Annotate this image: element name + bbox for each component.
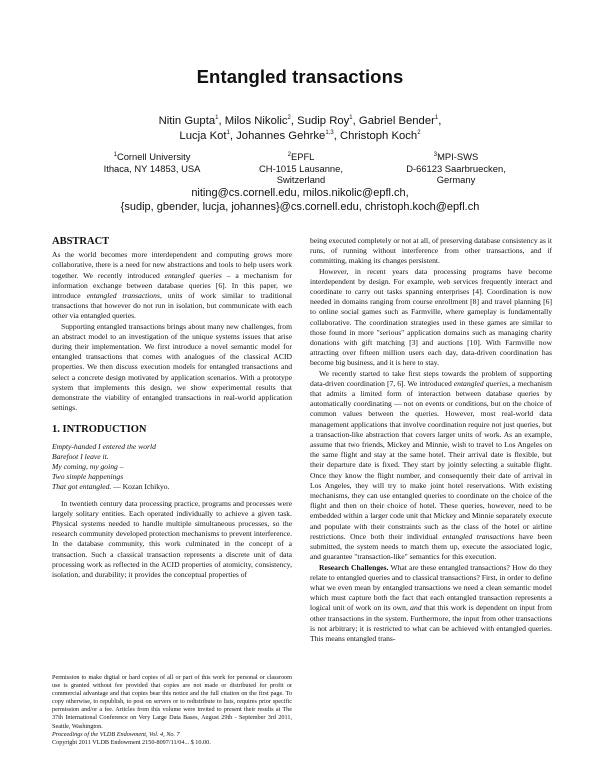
poem-line: Barefoot I leave it.: [52, 451, 109, 461]
abstract-heading: ABSTRACT: [52, 236, 110, 247]
abstract-paragraph-1: [52, 250, 292, 321]
author-list: [0, 114, 600, 144]
affiliation-2-country: Switzerland: [276, 174, 326, 186]
emphasized-text: entangled queries: [164, 270, 222, 280]
text-run: have been submitted, the system needs to match them up, execute the associated logic, and guarantee "transaction-like" semantics for this execution.: [310, 531, 552, 562]
affiliation-3-city: D-66123 Saarbruecken,: [406, 162, 506, 174]
research-challenges-lead: Research Challenges.: [319, 562, 389, 572]
affiliation-2-city: CH-1015 Lausanne,: [259, 162, 343, 174]
text-run: As the world becomes more interdependent and computing grows more collaborative, there is a need for new abstractions and tools to help users work together. We recently introduced: [52, 250, 292, 280]
text-run: that this work is dependent on input from other transactions in the system. Furthermore, the input from other transactions is not arbitrary; it is restricted to what can be achieved with entangled queries. This means entangled trans-: [310, 603, 552, 643]
permission-text: Permission to make digital or hard copies of all or part of this work for personal or classroom use is granted without fee provided that copies are not made or distributed for profit or commercial advantage and that copies bear this notice and the full citation on the first page. To copy otherwise, to republish, to post on servers or to redistribute to lists, requires prior specific permission and/or a fee. Articles from this volume were invited to present their results at The 37th International Conference on Very Large Data Bases, August 29th - September 3rd 2011, Seattle, Washington.: [52, 674, 292, 730]
affiliation-marker: 1,3: [325, 130, 334, 137]
copyright-line: Copyright 2011 VLDB Endowment 2150-8097/11/04... $ 10.00.: [52, 738, 211, 746]
left-column: [52, 237, 292, 580]
author-name: Christoph Koch: [339, 130, 418, 142]
author-separator: ,: [218, 115, 225, 127]
affiliation-3-country: Germany: [436, 174, 476, 186]
poem-line: Empty-handed I entered the world: [52, 441, 156, 451]
emphasized-text: entangled transactions: [86, 291, 160, 301]
affiliation-1-name: $^1$Cornell University: [113, 151, 191, 162]
author-emails: [0, 186, 600, 214]
author-name: Gabriel Bender: [358, 115, 435, 127]
affiliation-marker: 2: [417, 130, 421, 137]
introduction-paragraph-1: In twentieth century data processing practice, programs and processes were largely solitary entities. Each operated individually to achieve a given task. Physical systems needed to handle multiple simultaneous processes, so the research community developed protection mechanisms to prevent interference. In the database community, this work culminated in the concept of a transaction. Such a classical transaction represents a discrete unit of data processing work as reflected in the ACID properties of atomicity, consistency, isolation, and durability; it provides the conceptual properties of: [52, 498, 292, 580]
author-separator: ,: [229, 130, 237, 142]
emphasized-text: and: [410, 603, 422, 613]
author-name: Nitin Gupta: [158, 115, 216, 127]
proceedings-line: Proceedings of the VLDB Endowment, Vol. 4, No. 7: [52, 730, 180, 738]
text-run: , a mechanism that admits a limited form of interaction between database queries by automatically coordinating — not on events or conditions, but on the choice of common values between the queries. However, most real-world data management applications that involve coordination require not just queries, but a transaction-like abstraction that covers larger units of work. As an example, assume that two friends, Mickey and Minnie, wish to travel to Los Angeles on the same flight and stay at the same hotel. Their arrival date is flexible, but their departure date is fixed. They start by jointly selecting a suitable flight. Once they know the flight number, and consequently their date of arrival in Los Angeles, they will try to make joint hotel reservations. With existing mechanisms, they can use entangled queries to coordinate on the choice of the flight and then on their choice of hotel. These queries, however, need to be embedded within a larger code unit that Mickey and Minnie separately execute and populate with their constraints such as the class of the hotel or airline restrictions. Once both their individual: [310, 378, 552, 541]
author-name: Johannes Gehrke: [236, 130, 326, 142]
author-separator: ,: [438, 115, 442, 127]
body-paragraph: [310, 369, 552, 563]
affiliation-marker: 1: [349, 115, 353, 122]
right-column: [310, 236, 552, 644]
permission-notice: [52, 674, 292, 747]
poem-line: My coming, my going –: [52, 462, 124, 472]
emphasized-text: entangled transactions: [442, 531, 515, 541]
text-run: – a mechanism for information exchange between database queries [6]. In this paper, we introduce: [52, 270, 293, 301]
author-name: Lucja Kot: [179, 130, 227, 142]
affiliation-3-name: $^3$MPI-SWS: [433, 151, 479, 162]
author-name: Sudip Roy: [297, 115, 350, 127]
affiliation-marker: 1: [434, 115, 439, 122]
poem-line: Two simple happenings: [52, 472, 124, 482]
author-separator: ,: [290, 115, 298, 127]
affiliation-marker: 1: [215, 115, 219, 122]
author-line-1: [0, 114, 600, 129]
author-name: Milos Nikolic: [224, 115, 288, 127]
author-line-2: [0, 129, 600, 144]
affiliation-1: [92, 151, 212, 174]
author-separator: ,: [352, 115, 359, 127]
text-run: , units of work similar to traditional transactions that however do not run in isolation, but communicate with each other via entangled queries.: [52, 291, 292, 321]
affiliation-3: [396, 151, 516, 186]
abstract-paragraph-2: Supporting entangled transactions brings about many new challenges, from an abstract model to an investigation of the unique systems issues that arise during their implementation. We first introduce a novel semantic model for entangled transactions that comes with analogues of the classical ACID properties. We then discuss execution models for entangled transactions and select a concrete design motivated by application scenarios. With a prototype system that implements this design, we show experimental results that demonstrate the viability of entangled transactions in real-world application settings.: [52, 321, 292, 413]
text-run: We recently started to take first steps towards the problem of supporting data-driven coordination [7, 6]. We introduced: [310, 368, 552, 388]
poem-author: — Kozan Ichikyo.: [111, 482, 170, 492]
research-challenges-text: [310, 563, 552, 643]
affiliation-2-name: $^2$EPFL: [287, 151, 315, 162]
affiliation-1-address: Ithaca, NY 14853, USA: [103, 162, 201, 174]
email-line-2: {sudip, gbender, lucja, johannes}@cs.cornell.edu, christoph.koch@epfl.ch: [120, 201, 480, 213]
email-line-1: niting@cs.cornell.edu, milos.nikolic@epfl.ch,: [191, 187, 409, 199]
affiliation-marker: 2: [287, 115, 291, 122]
body-paragraph: However, in recent years data processing programs have become interdependent by design. For example, web services frequently interact and coordinate to carry out tasks spanning enterprises [4]. Coordination is now needed in domains ranging from course enrollment [8] and travel planning [6] to online social games such as Farmville, where gameplay is fundamentally collaborative. The coordination strategies used in these games are similar to those found in more "serious" application domains such as managing charity donations with gift matching [3] and auctions [10]. With Farmville now attracting over fifteen million users each day, data-driven coordination has become big business, and it is here to stay.: [310, 266, 552, 368]
introduction-heading: 1. INTRODUCTION: [52, 424, 147, 436]
affiliation-marker: 1: [226, 130, 230, 137]
affiliation-2: [236, 151, 366, 186]
epigraph-poem: [52, 442, 292, 493]
research-challenges-paragraph: [310, 563, 552, 645]
continued-paragraph: being executed completely or not at all, of preserving database consistency as it runs, of running without interference from other transactions, and if committing, making its changes persistent.: [310, 236, 552, 266]
emphasized-text: entangled queries: [453, 378, 509, 388]
text-run: What are these entangled transactions? How do they relate to entangled queries and to classical transactions? First, in order to define what we even mean by entangled transactions we need a clean semantic model which must capture both the fact that each entangled transaction represents a logical unit of work on its own,: [310, 562, 552, 613]
paper-title: Entangled transactions: [196, 66, 404, 87]
poem-line-last: That got entangled. — Kozan Ichikyo.: [52, 482, 170, 492]
author-separator: ,: [333, 130, 340, 142]
